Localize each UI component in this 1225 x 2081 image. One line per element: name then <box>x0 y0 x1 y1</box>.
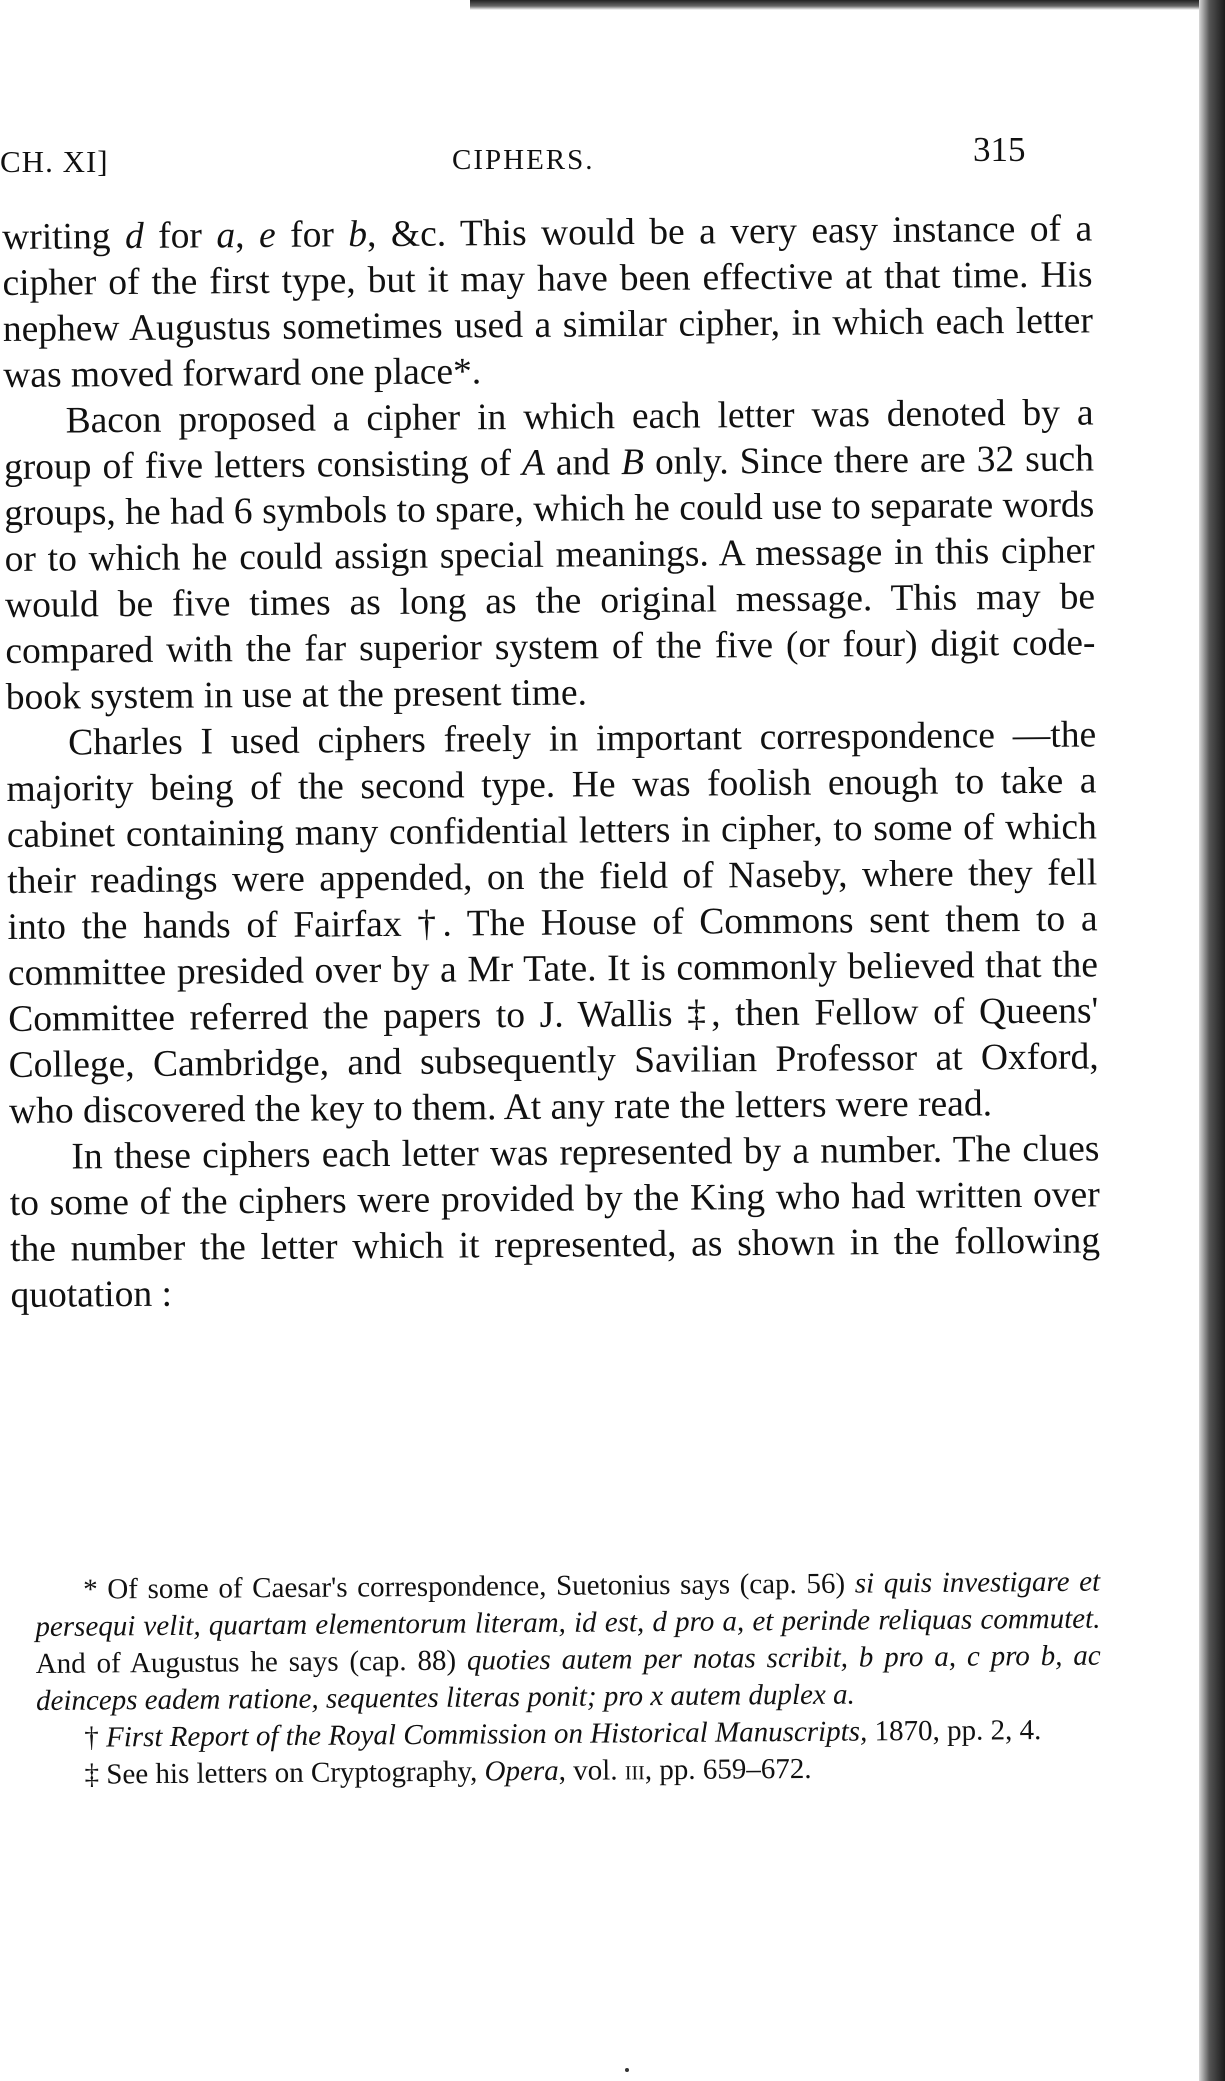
paragraph-4: In these ciphers each letter was represented by a number. The clues to some of the ciphers were provided by the King who had written over the number the letter which it represented, as shown in the following quotation : <box>9 1128 1101 1316</box>
text-run-italic: d <box>124 215 144 258</box>
text-run: only. Since there are 32 such groups, he had 6 symbols to spare, which he could use to separate words or to which he could assign special meanings. A message in this cipher would be five times as long as the original message. This may be compared with the far superior system of the five (or four) digit code-book system in use at the present time. <box>4 438 1096 718</box>
text-run-italic: b <box>348 214 368 256</box>
scan-top-edge <box>470 0 1225 10</box>
footnote-3 <box>36 1749 1101 1794</box>
paragraph-1 <box>2 206 1093 399</box>
text-run-italic: quoties autem per notas scribit, b pro a, c pro b, ac deinceps eadem ratione, sequentes literas ponit; pro x autem duplex a. <box>35 1639 1101 1717</box>
text-run-italic: B <box>620 441 645 484</box>
text-run: for <box>275 214 349 256</box>
text-run-italic: a <box>216 215 236 257</box>
text-run: † <box>84 1721 107 1754</box>
text-run: , &c. This would be a very easy instance of a cipher of the first type, but it may have been effective at that time. His nephew Augustus sometimes used a similar cipher, in which each letter was moved forward one place*. <box>2 208 1094 396</box>
scan-right-edge <box>1199 0 1225 2081</box>
page-header <box>0 128 1065 178</box>
footnotes <box>35 1564 1102 1794</box>
text-run: 1870, pp. 2, 4. <box>867 1714 1042 1748</box>
text-run-italic: Opera <box>484 1754 559 1788</box>
text-run: Bacon proposed a cipher in which each letter was denoted by a group of five letters consisting of <box>3 392 1094 488</box>
text-run-italic: si quis investigare et persequi velit, quartam elementorum literam, id est, d pro a, et perinde reliquas commutet. <box>35 1565 1101 1643</box>
text-run-italic: e <box>258 214 276 256</box>
text-run: writing <box>2 216 126 258</box>
text-run: for <box>143 215 217 257</box>
chapter-label: CH. XI] <box>0 144 109 179</box>
text-run: , <box>234 214 260 257</box>
text-run: And of Augustus he says (cap. 88) <box>35 1644 468 1680</box>
paragraph-2 <box>3 390 1095 721</box>
text-run: ‡ See his letters on Cryptography, <box>84 1755 485 1791</box>
running-title: CIPHERS. <box>452 144 595 176</box>
text-run-italic: A <box>521 442 546 484</box>
page-number: 315 <box>973 130 1026 169</box>
text-run: and <box>544 442 622 484</box>
text-run: , pp. 659–672. <box>644 1752 812 1787</box>
scan-speck <box>625 2068 629 2072</box>
body-text <box>2 206 1101 1319</box>
paragraph-3: Charles I used ciphers freely in important correspondence —the majority being of the second type. He was foolish enough to take a cabinet containing many confidential letters in cipher, to some of which their readings were appended, on the field of Naseby, where they fell into the hands of Fairfax †. The House of Commons sent them to a committee presided over by a Mr Tate. It is commonly believed that the Committee referred the papers to J. Wallis ‡, then Fellow of Queens' College, Cambridge, and subsequently Savilian Professor at Oxford, who discovered the key to them. At any rate the letters were read. <box>6 714 1099 1132</box>
text-run: * Of some of Caesar's correspondence, Suetonius says (cap. 56) <box>83 1567 855 1606</box>
text-run-smallcaps: iii <box>624 1754 645 1787</box>
text-run: , vol. <box>558 1754 625 1787</box>
footnote-1 <box>35 1564 1101 1720</box>
text-run-italic: First Report of the Royal Commission on Historical Manuscripts, <box>105 1715 868 1754</box>
